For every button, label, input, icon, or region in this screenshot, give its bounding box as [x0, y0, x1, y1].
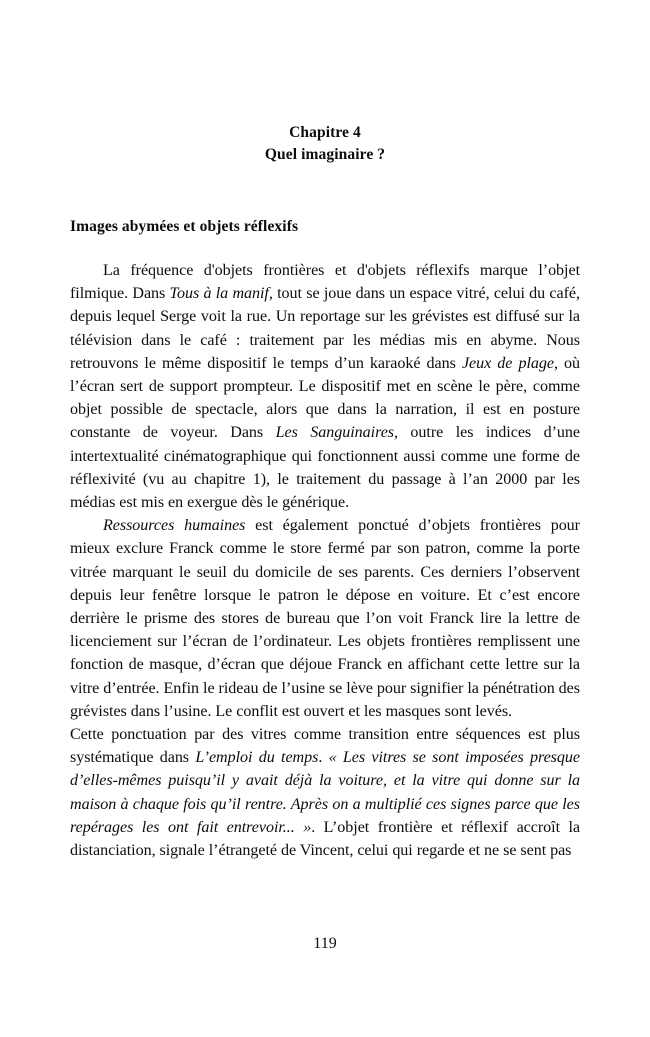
paragraph-1-segment-4: , outre les indices d’une intertextualité cinématographique qui fonctionnent aussi comme une forme de réflexivité (vu au chapitre 1), le traitement du passage à l’an 2000 par les médias est mis en exergue dès le générique.: [70, 424, 580, 512]
film-title-jeux-de-plage: Jeux de plage,: [461, 354, 558, 372]
paragraph-1-segment-1: La fréquence d'objets frontières et d'objets réflexifs marque l’objet filmique. Dans: [70, 262, 580, 303]
film-title-l-emploi-du-temps: L’emploi du temps: [195, 749, 319, 767]
page-number: 119: [313, 935, 337, 952]
film-title-ressources-humaines: Ressources humaines: [103, 517, 246, 535]
paragraph-3-segment-3: . L’objet frontière et réflexif accroît la distanciation, signale l’étrangeté de Vincent, celui qui regarde et ne se sent pas: [70, 818, 580, 860]
body-text-block: [70, 259, 580, 862]
film-title-les-sanguinaires: Les Sanguinaires: [275, 424, 394, 442]
chapter-label: Chapitre 4: [289, 124, 361, 141]
chapter-heading: [70, 122, 580, 166]
chapter-title: Quel imaginaire ?: [264, 146, 386, 163]
paragraph-3-segment-2: .: [318, 749, 329, 767]
paragraph-3-segment-1: Cette ponctuation par des vitres comme transition entre séquences est plus systématique dans: [70, 726, 580, 767]
paragraph-3: [70, 723, 580, 862]
section-heading: Images abymées et objets réflexifs: [70, 218, 299, 235]
paragraph-2: [70, 514, 580, 723]
paragraph-2-segment-1: est également ponctué d’objets frontières pour mieux exclure Franck comme le store fermé par son patron, comme la porte vitrée marquant le seuil du domicile de ses parents. Ces derniers l’observent depuis leur fenêtre lorsque le patron le dépose en voiture. Et c’est encore derrière le prisme des stores de bureau que l’on voit Franck lire la lettre de licenciement sur l’écran de l’ordinateur. Les objets frontières remplissent une fonction de masque, d’écran que déjoue Franck en affichant cette lettre sur la vitre d’entrée. Enfin le rideau de l’usine se lève pour signifier la pénétration des grévistes dans l’usine. Le conflit est ouvert et les masques sont levés.: [70, 517, 580, 720]
block-quotation: « Les vitres se sont imposées presque d’elles-mêmes puisqu’il y avait déjà la voiture, et la vitre qui donne sur la maison à chaque fois qu’il rentre. Après on a multiplié ces signes parce que les repérages les ont fait entrevoir... »: [70, 749, 580, 836]
film-title-tous-a-la-manif: Tous à la manif: [169, 285, 269, 303]
page-content: [70, 0, 580, 862]
paragraph-1-segment-2: , tout se joue dans un espace vitré, celui du café, depuis lequel Serge voit la rue. Un reportage sur les grévistes est diffusé sur la télévision dans le café : traitement par les médias mis en abyme. Nous retrouvons le même dispositif le temps d’un karaoké dans: [70, 285, 580, 372]
paragraph-1: [70, 259, 580, 514]
paragraph-1-segment-3: où l’écran sert de support prompteur. Le dispositif met en scène le père, comme objet possible de spectacle, alors que dans la narration, il est en posture constante de voyeur. Dans: [70, 354, 581, 442]
